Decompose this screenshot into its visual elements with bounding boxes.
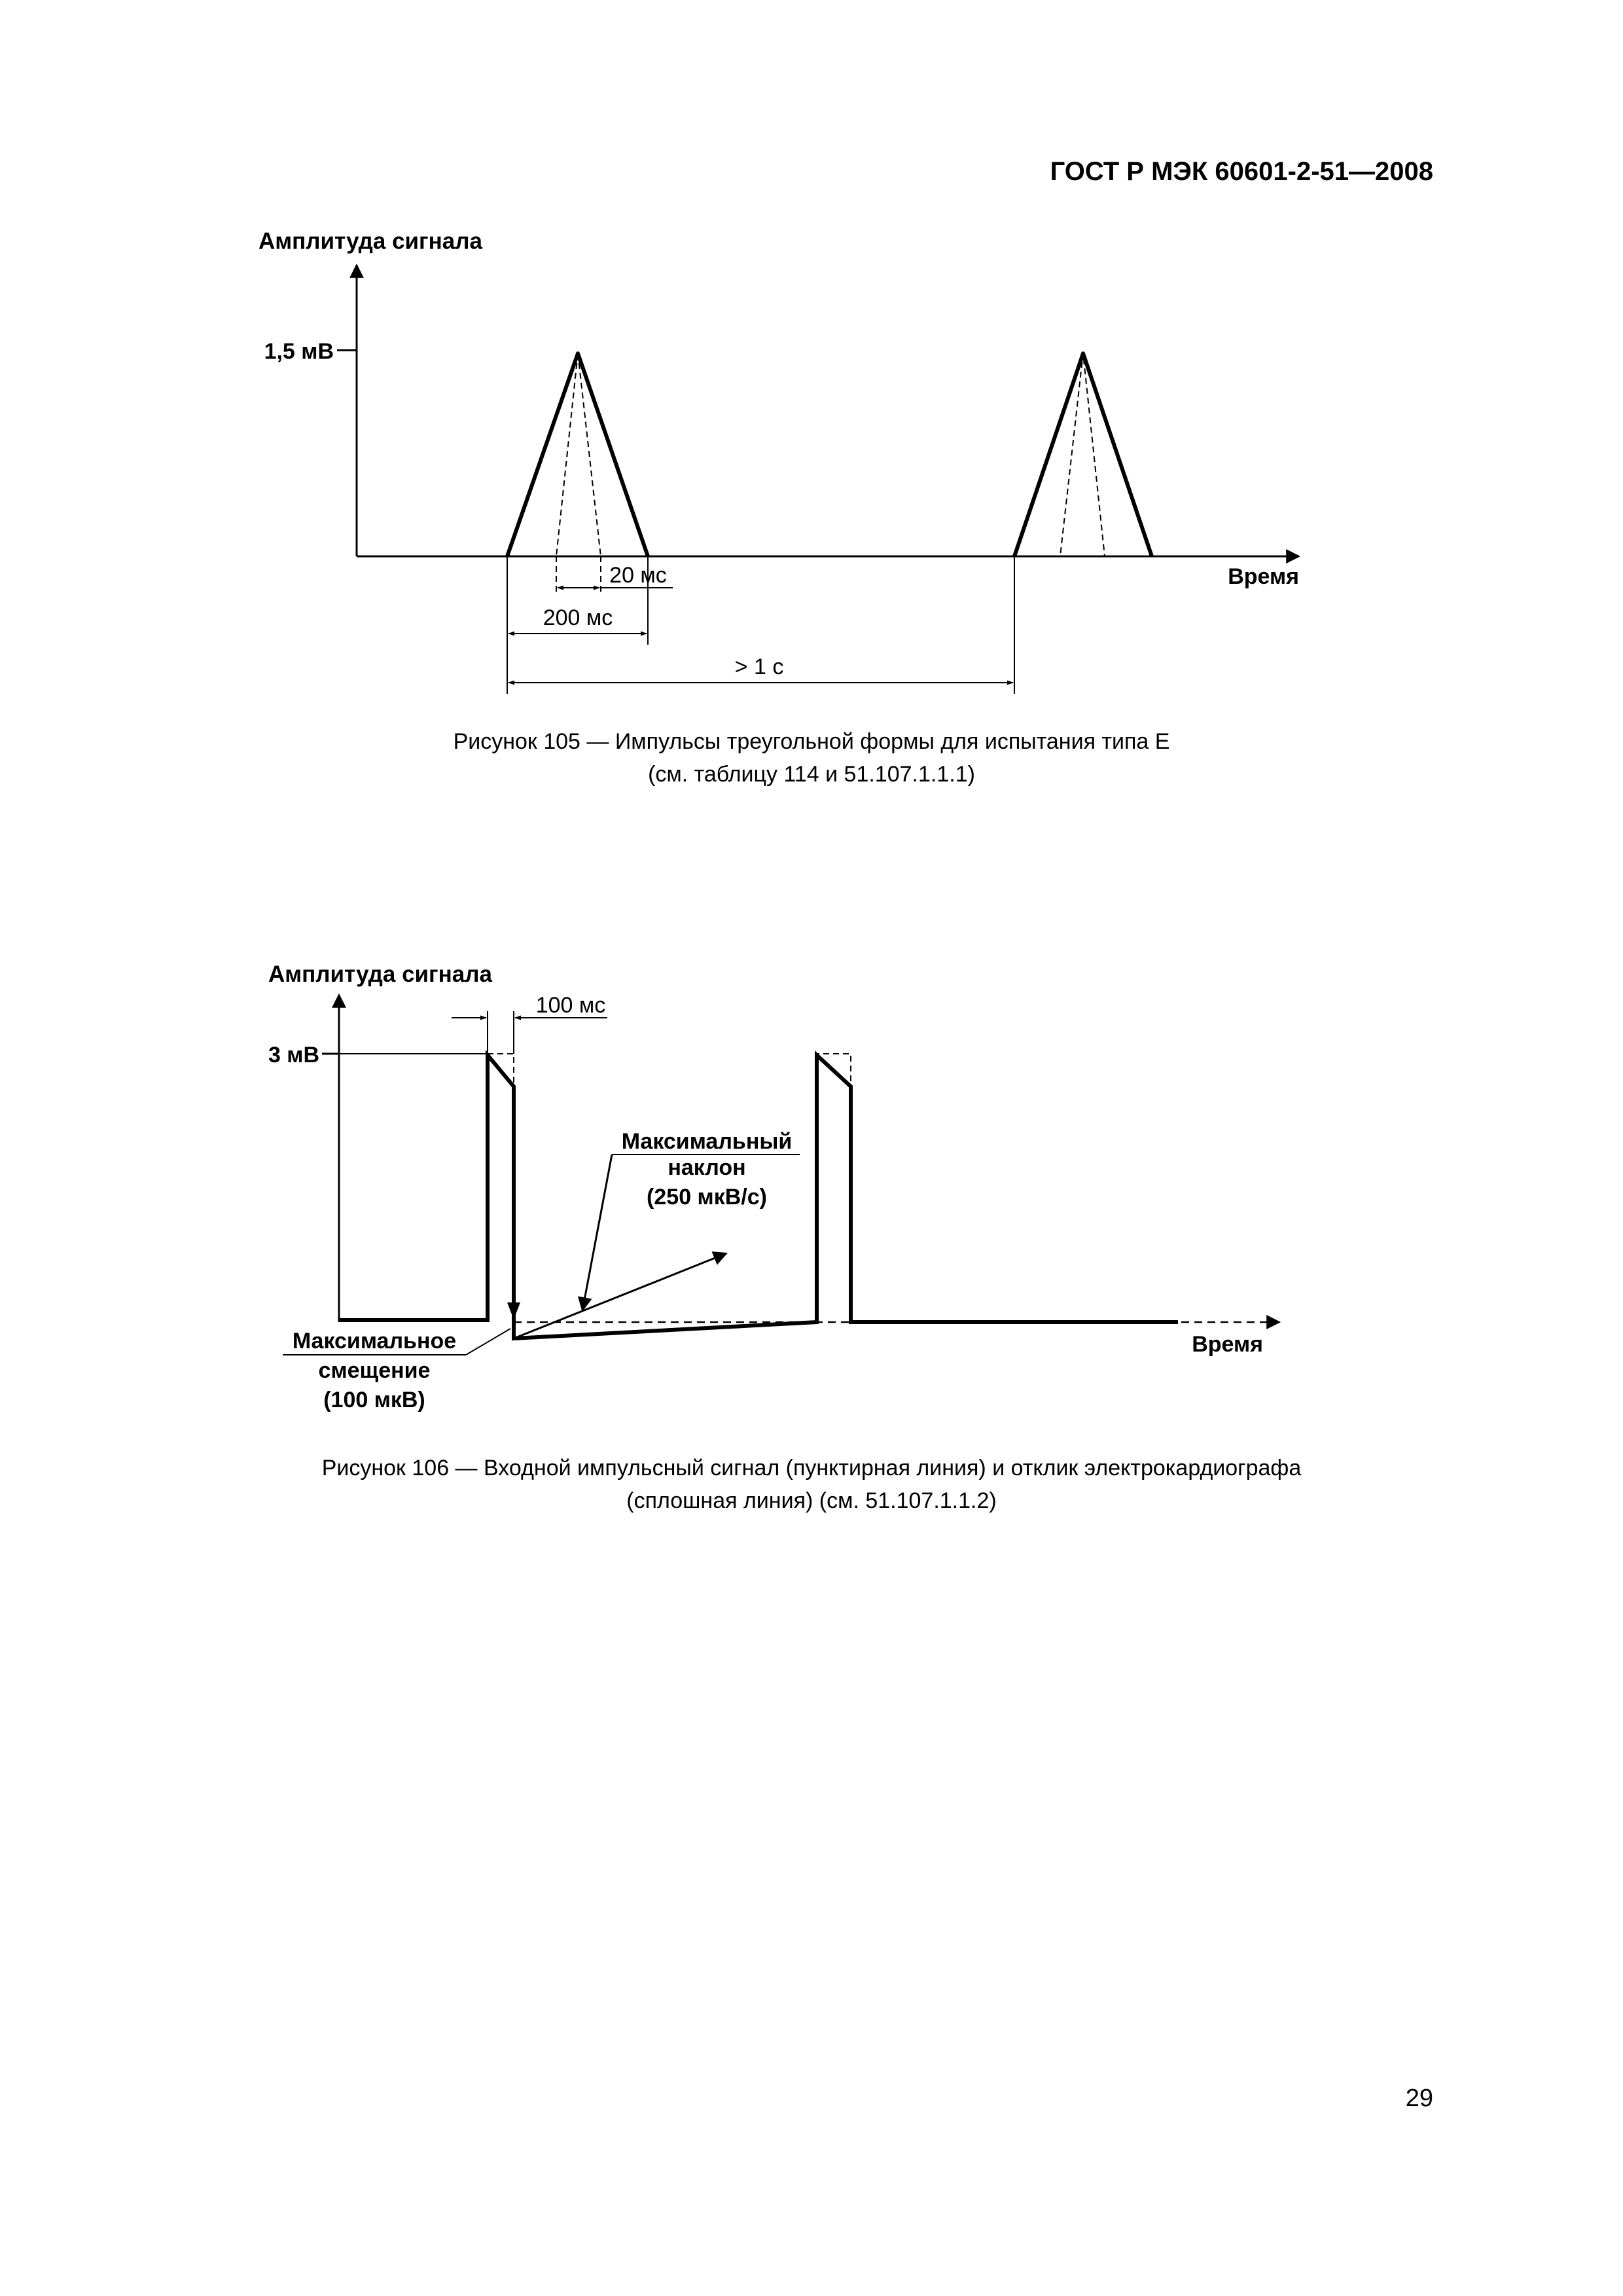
- offset-label-line3: (100 мкВ): [323, 1388, 425, 1412]
- narrow-pulse-1-dashed: [507, 353, 648, 556]
- document-header: ГОСТ Р МЭК 60601-2-51—2008: [1050, 157, 1433, 186]
- figure-105-caption-cont: (см. таблицу 114 и 51.107.1.1.1): [648, 762, 975, 787]
- triangle-pulse-2: [1014, 353, 1152, 556]
- dimension-20ms-label: 20 мс: [609, 563, 667, 588]
- triangle-pulse-1: [507, 353, 648, 556]
- y-axis-title: Амплитуда сигнала: [268, 961, 492, 987]
- slope-label-line1: Максимальный: [621, 1129, 793, 1154]
- amplitude-label: 3 мВ: [268, 1043, 319, 1067]
- figure-106-caption: Рисунок 106 — Входной импульсный сигнал (пунктирная линия) и отклик электрокардиографа: [321, 1456, 1302, 1480]
- y-axis-title: Амплитуда сигнала: [259, 228, 482, 254]
- response-drop-arrowhead: [507, 1302, 520, 1319]
- x-axis-title: Время: [1228, 564, 1299, 589]
- slope-label-line3: (250 мкВ/с): [647, 1185, 767, 1210]
- x-axis-title: Время: [1192, 1332, 1263, 1357]
- amplitude-label: 1,5 мВ: [264, 339, 334, 364]
- slope-label-line2: наклон: [668, 1155, 746, 1180]
- dimension-200ms-label: 200 мс: [543, 605, 613, 630]
- figure-105-caption: Рисунок 105 — Импульсы треугольной формы для испытания типа E: [453, 729, 1170, 754]
- figure-106-caption-cont: (сплошная линия) (см. 51.107.1.1.2): [626, 1488, 997, 1513]
- max-slope-arrow: [514, 1253, 726, 1338]
- page-number: 29: [1405, 2085, 1433, 2112]
- offset-leader-line: [466, 1329, 510, 1355]
- dimension-100ms-label: 100 мс: [535, 993, 606, 1018]
- slope-leader-arrow: [582, 1155, 612, 1310]
- figure-106-diagram: [0, 942, 1623, 1440]
- offset-label-line1: Максимальное: [292, 1329, 457, 1354]
- dimension-1s-label: > 1 с: [734, 655, 784, 679]
- figure-105-diagram: [0, 196, 1623, 720]
- offset-label-line2: смещение: [318, 1358, 431, 1383]
- narrow-pulse-2-dashed: [1014, 353, 1152, 556]
